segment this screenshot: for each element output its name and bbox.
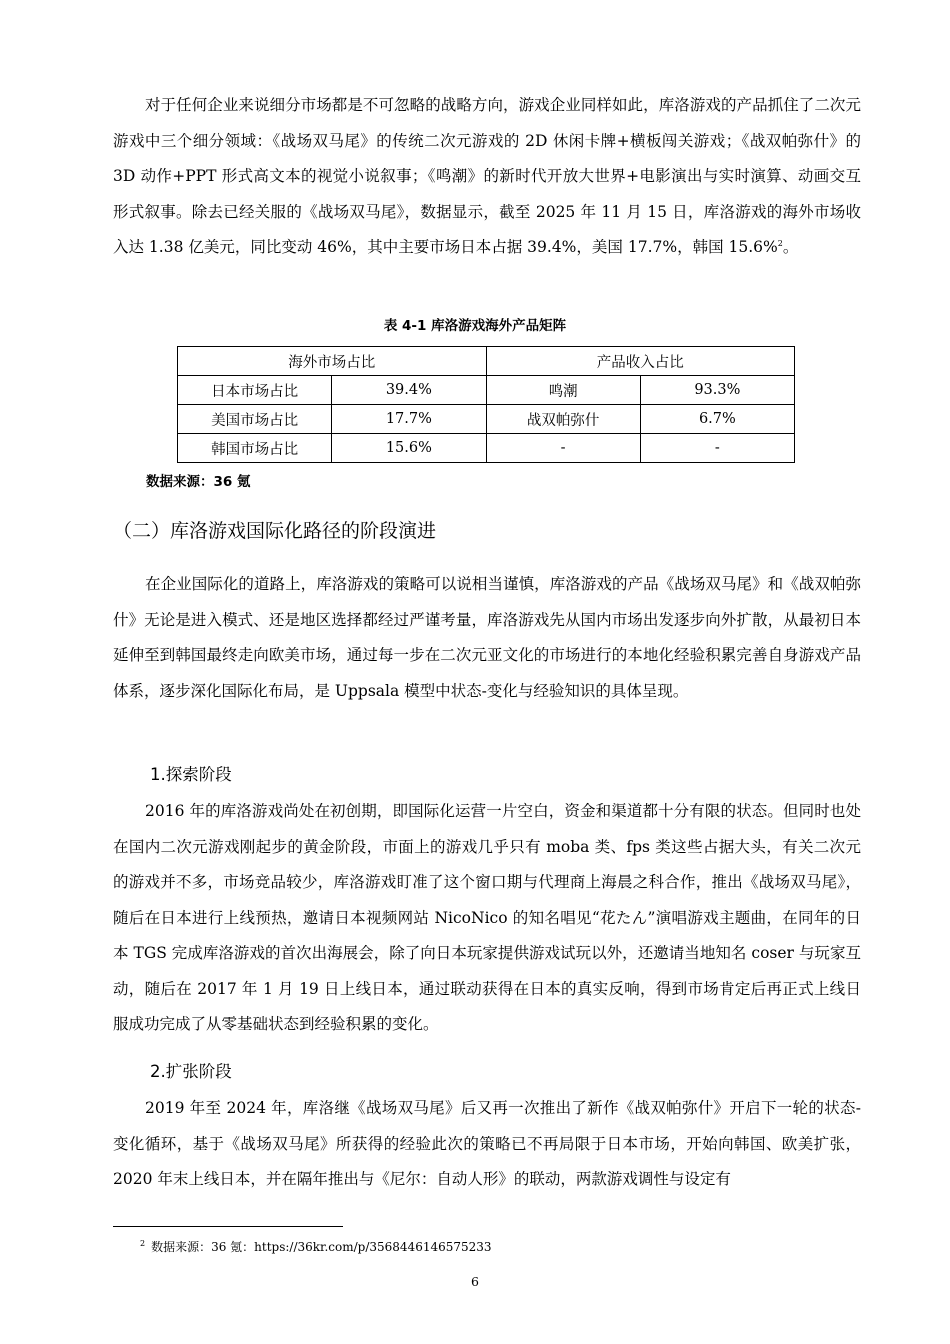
table-caption: 表 4-1 库洛游戏海外产品矩阵 [383,318,567,334]
paragraph-exploration: 2016 年的库洛游戏尚处在初创期，即国际化运营一片空白，资金和渠道都十分有限的状态。但同时也处在国内二次元游戏刚起步的黄金阶段，市面上的游戏几乎只有 moba 类、fps 类这些占据大头，有关二次元的游戏并不多，市场竞品较少，库洛游戏盯准了这个窗口期与代理商上海晨之科合作，推出《战场双马尾》，随后在日本进行上线预热，邀请日本视频网站 NicoNico 的知名唱见“花たん”演唱游戏主题曲，在同年的日本 TGS 完成库洛游戏的首次出海展会，除了向日本玩家提供游戏试玩以外，还邀请当地知名 coser 与玩家互动，随后在 2017 年 1 月 19 日上线日本，通过联动获得在日本的真实反响，得到市场肯定后再正式上线日服成功完成了从零基础状态到经验积累的变化。 [113,802,861,1033]
footnote [140,1238,492,1255]
section-heading: （二）库洛游戏国际化路径的阶段演进 [113,520,437,542]
footnote-marker: 2 [140,1239,146,1248]
table-cell: 39.4% [332,376,486,405]
table-cell: 日本市场占比 [178,376,332,405]
paragraph-text: 对于任何企业来说细分市场都是不可忽略的战略方向，游戏企业同样如此，库洛游戏的产品抓住了二次元游戏中三个细分领域：《战场双马尾》的传统二次元游戏的 2D 休闲卡牌+横板闯关游戏；《战双帕弥什》的 3D 动作+PPT 形式高文本的视觉小说叙事；《鸣潮》的新时代开放大世界+电影演出与实时演算、动画交互形式叙事。除去已经关服的《战场双马尾》，数据显示，截至 2025 年 11 月 15 日，库洛游戏的海外市场收入达 1.38 亿美元，同比变动 46%，其中主要市场日本占据 39.4%，美国 17.7%，韩国 15.6% [113,96,861,256]
paragraph-expansion: 2019 年至 2024 年，库洛继《战场双马尾》后又再一次推出了新作《战双帕弥什》开启下一轮的状态-变化循环，基于《战场双马尾》所获得的经验此次的策略已不再局限于日本市场，开始向韩国、欧美扩张，2020 年末上线日本，并在隔年推出与《尼尔：自动人形》的联动，两款游戏调性与设定有 [113,1099,861,1188]
table-cell: 6.7% [640,405,794,434]
table-row [178,376,795,405]
table-cell: 战双帕弥什 [486,405,640,434]
subheading-exploration-stage: 1.探索阶段 [150,765,232,784]
table-cell: - [486,434,640,463]
table-cell: 15.6% [332,434,486,463]
footnote-divider [113,1226,343,1227]
table-row [178,405,795,434]
table-cell: 韩国市场占比 [178,434,332,463]
table-cell: 美国市场占比 [178,405,332,434]
table-cell: 鸣潮 [486,376,640,405]
paragraph-market-segments [113,88,861,266]
footnote-text[interactable]: 数据来源：36 氪：https://36kr.com/p/3568446146575233 [151,1240,492,1254]
paragraph-end: 。 [782,238,799,256]
table-cell: - [640,434,794,463]
page-number: 6 [471,1274,479,1289]
table-header-row [178,347,795,376]
product-matrix-table [177,346,795,463]
footnote-reference[interactable]: 2 [777,238,783,248]
table-header-cell: 产品收入占比 [486,347,795,376]
table-cell: 17.7% [332,405,486,434]
subheading-expansion-stage: 2.扩张阶段 [150,1062,232,1081]
table-row [178,434,795,463]
table-source: 数据来源：36 氪 [146,474,251,490]
table-cell: 93.3% [640,376,794,405]
table-header-cell: 海外市场占比 [178,347,487,376]
paragraph-internationalization: 在企业国际化的道路上，库洛游戏的策略可以说相当谨慎，库洛游戏的产品《战场双马尾》和《战双帕弥什》无论是进入模式、还是地区选择都经过严谨考量，库洛游戏先从国内市场出发逐步向外扩散，从最初日本延伸至到韩国最终走向欧美市场，通过每一步在二次元亚文化的市场进行的本地化经验积累完善自身游戏产品体系，逐步深化国际化布局，是 Uppsala 模型中状态-变化与经验知识的具体呈现。 [113,575,861,700]
